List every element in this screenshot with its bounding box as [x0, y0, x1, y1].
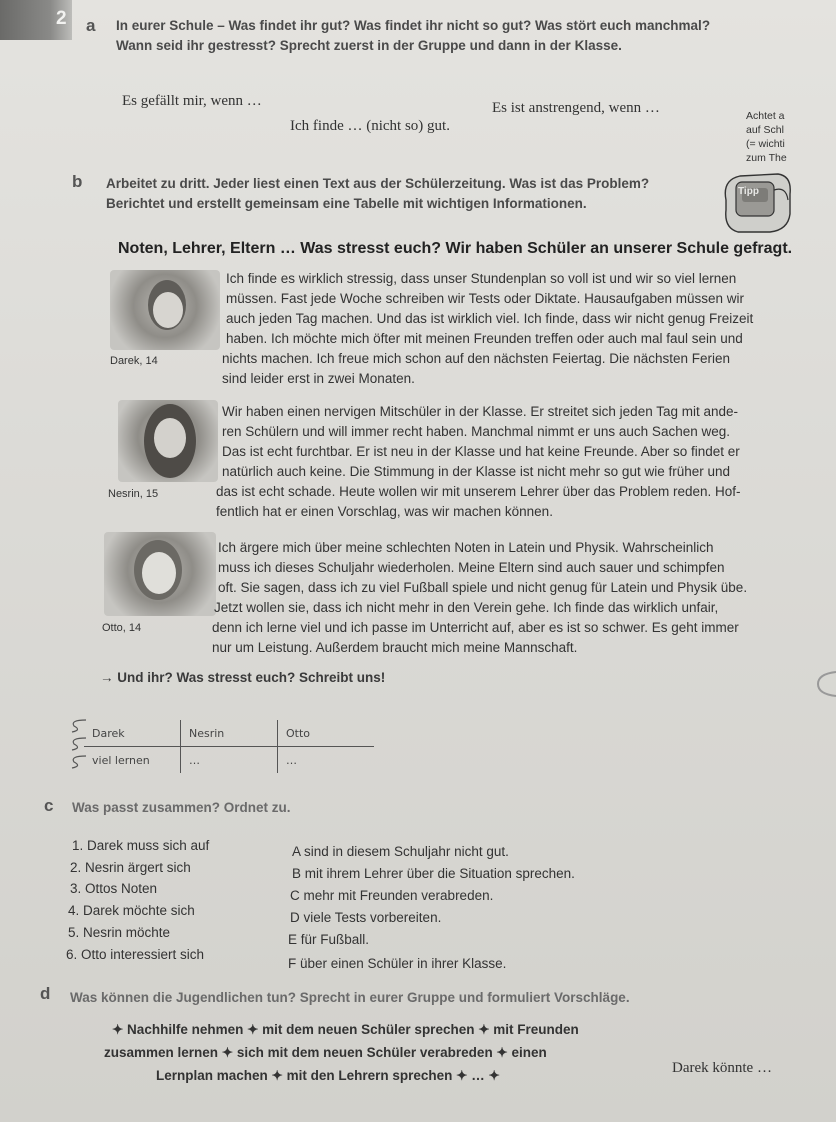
match-left-1: 1. Darek muss sich auf — [72, 838, 210, 853]
otto-line-2: muss ich dieses Schuljahr wiederholen. Meine Eltern sind auch sauer und schimpfen — [218, 560, 725, 575]
suggestions-line-3: Lernplan machen ✦ mit den Lehrern sprechen ✦ … ✦ — [156, 1068, 500, 1083]
part-b-instruction-1: Arbeitet zu dritt. Jeder liest einen Text aus der Schülerzeitung. Was ist das Problem? — [106, 176, 650, 191]
speech-phrase-1: Es gefällt mir, wenn … — [122, 93, 262, 109]
table-header-otto: Otto — [278, 720, 375, 747]
match-left-3: 3. Ottos Noten — [70, 881, 158, 896]
nesrin-line-5: das ist echt schade. Heute wollen wir mit unserem Lehrer über das Problem reden. Hof- — [216, 484, 741, 499]
part-d-letter: d — [40, 984, 51, 1003]
table-header-darek: Darek — [92, 726, 125, 740]
darek-line-5: nichts machen. Ich freue mich schon auf den nächsten Feiertag. Die nächsten Ferien — [222, 351, 731, 366]
nesrin-line-4: natürlich auch keine. Die Stimmung in der Klasse ist nicht mehr so gut wie früher und — [222, 464, 730, 479]
darek-line-6: sind leider erst in zwei Monaten. — [222, 371, 415, 386]
nesrin-line-3: Das ist echt furchtbar. Er ist neu in der Klasse und hat keine Freunde. Aber so findet er — [222, 444, 740, 459]
darek-photo — [110, 270, 220, 350]
article-footer: → Und ihr? Was stresst euch? Schreibt uns! — [100, 670, 386, 685]
part-a-instruction-1: In eurer Schule – Was findet ihr gut? Was findet ihr nicht so gut? Was stört euch manchmal? — [116, 18, 711, 33]
suggestions-line-1: ✦ Nachhilfe nehmen ✦ mit dem neuen Schüler sprechen ✦ mit Freunden — [112, 1022, 579, 1037]
student-name-otto: Otto, 14 — [102, 622, 142, 634]
part-d-instruction: Was können die Jugendlichen tun? Sprecht in eurer Gruppe und formuliert Vorschläge. — [70, 990, 630, 1005]
nesrin-photo — [118, 400, 218, 482]
side-note-1: Achtet a — [746, 110, 785, 122]
side-note-3: (= wichti — [746, 138, 785, 150]
notes-table — [84, 720, 384, 773]
match-right-f: F über einen Schüler in ihrer Klasse. — [288, 956, 507, 971]
match-left-5: 5. Nesrin möchte — [68, 925, 171, 940]
table-header-nesrin: Nesrin — [181, 720, 278, 747]
otto-line-3: oft. Sie sagen, dass ich zu viel Fußball spiele und nicht genug für Latein und Physik übe. — [218, 580, 748, 595]
match-left-2: 2. Nesrin ärgert sich — [70, 860, 191, 875]
match-left-6: 6. Otto interessiert sich — [66, 947, 205, 962]
otto-line-4: Jetzt wollen sie, dass ich nicht mehr in den Verein gehe. Ich finde das wirklich unfair, — [214, 600, 719, 615]
part-b-instruction-2: Berichtet und erstellt gemeinsam eine Tabelle mit wichtigen Informationen. — [106, 196, 587, 211]
exercise-number: 2 — [56, 8, 67, 29]
match-left-4: 4. Darek möchte sich — [68, 903, 195, 918]
phone-tipp-icon — [720, 170, 796, 236]
match-right-b: B mit ihrem Lehrer über die Situation sprechen. — [292, 866, 575, 881]
table-cell-nesrin: … — [181, 747, 278, 774]
table-cell-darek: viel lernen — [92, 753, 150, 767]
otto-line-6: nur um Leistung. Außerdem braucht mich meine Mannschaft. — [212, 640, 578, 655]
match-right-c: C mehr mit Freunden verabreden. — [290, 888, 494, 903]
part-b-letter: b — [72, 172, 83, 191]
match-right-d: D viele Tests vorbereiten. — [290, 910, 442, 925]
otto-photo — [104, 532, 216, 616]
part-a-letter: a — [86, 16, 96, 35]
speech-phrase-3: Ich finde … (nicht so) gut. — [290, 118, 450, 134]
nesrin-line-6: fentlich hat er einen Vorschlag, was wir machen können. — [216, 504, 553, 519]
side-note-4: zum The — [746, 152, 787, 164]
nesrin-line-2: ren Schülern und will immer recht haben. Manchmal nimmt er uns auch Sachen weg. — [222, 424, 730, 439]
speech-phrase-2: Es ist anstrengend, wenn … — [492, 100, 660, 116]
part-c-instruction: Was passt zusammen? Ordnet zu. — [72, 800, 291, 815]
part-c-letter: c — [44, 796, 54, 815]
darek-line-2: müssen. Fast jede Woche schreiben wir Tests oder Diktate. Hausaufgaben müssen wir — [226, 291, 744, 306]
side-note-2: auf Schl — [746, 124, 784, 136]
part-a-instruction-2: Wann seid ihr gestresst? Sprecht zuerst in der Gruppe und dann in der Klasse. — [116, 38, 622, 53]
notes-table-grid — [84, 720, 374, 773]
student-name-darek: Darek, 14 — [110, 355, 158, 367]
match-right-e: E für Fußball. — [288, 932, 370, 947]
darek-line-3: auch jeden Tag machen. Und das ist wirklich viel. Ich finde, dass wir nicht genug Freizeit — [226, 311, 754, 326]
suggestions-line-2: zusammen lernen ✦ sich mit dem neuen Schüler verabreden ✦ einen — [104, 1045, 547, 1060]
darek-line-4: haben. Ich möchte mich öfter mit meinen Freunden treffen oder auch mal faul sein und — [226, 331, 743, 346]
nesrin-line-1: Wir haben einen nervigen Mitschüler in der Klasse. Er streitet sich jeden Tag mit ande- — [222, 404, 739, 419]
otto-line-1: Ich ärgere mich über meine schlechten Noten in Latein und Physik. Wahrscheinlich — [218, 540, 714, 555]
article-title: Noten, Lehrer, Eltern … Was stresst euch? Wir haben Schüler an unserer Schule gefragt. — [118, 240, 793, 257]
notebook-spiral-icon — [68, 716, 88, 780]
otto-line-5: denn ich lerne viel und ich passe im Unterricht auf, aber es ist so schwer. Es geht immer — [212, 620, 739, 635]
table-cell-otto: … — [278, 747, 375, 774]
darek-line-1: Ich finde es wirklich stressig, dass unser Stundenplan so voll ist und wir so viel lernen — [226, 271, 737, 286]
tipp-label: Tipp — [738, 186, 759, 197]
match-right-a: A sind in diesem Schuljahr nicht gut. — [292, 844, 509, 859]
binding-ring-icon — [812, 670, 836, 698]
speech-darek-koennte: Darek könnte … — [672, 1060, 772, 1076]
student-name-nesrin: Nesrin, 15 — [108, 488, 159, 500]
